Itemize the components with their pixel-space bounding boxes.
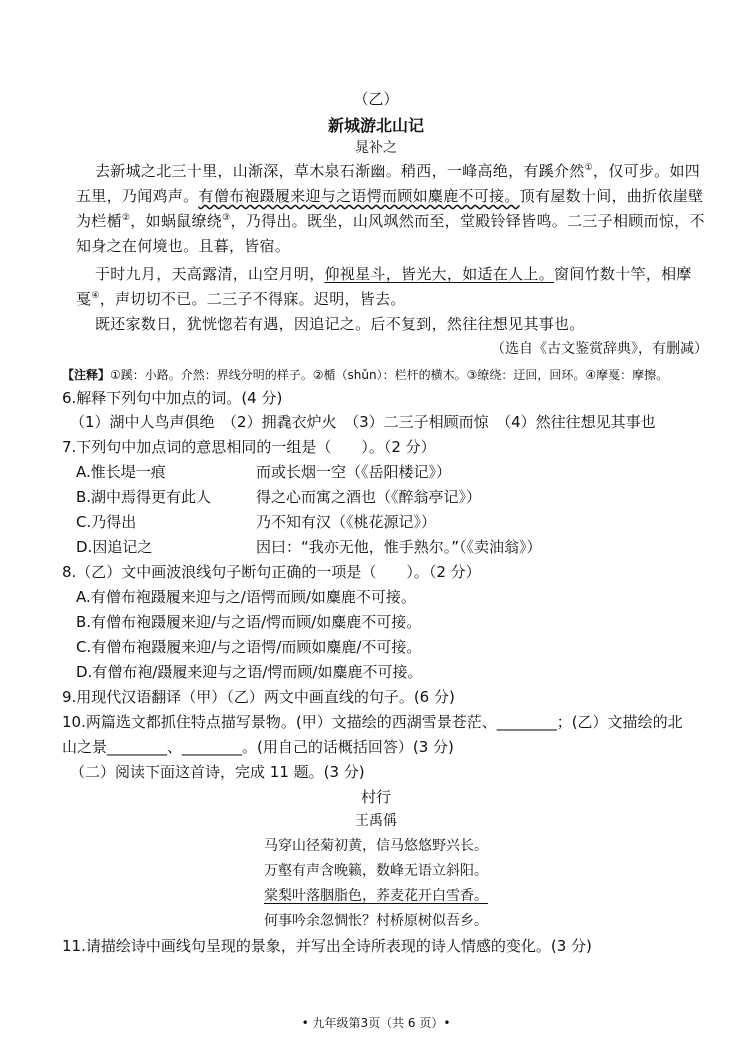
passage-line [76,288,406,309]
q8-option-c: C.有僧布袍蹑履来迎/与之语愕/而顾如麋鹿/不可接。 [76,638,422,656]
q7-option-c-right: 乃不知有汉（《桃花源记》） [256,513,437,531]
text: 去新城之北三十里，山渐深，草木泉石渐幽。稍西，一峰高绝，有蹊介然 [95,162,585,180]
poem-author: 王禹偁 [355,813,397,829]
note-text: ①蹊：小路。介然：界线分明的样子。②楯（shǔn）：栏杆的横木。③缭绕：迂回，回环。④摩戛：摩擦。 [110,368,669,382]
q7-option-c-left: C.乃得出 [76,513,137,531]
passage-line: 既还家数日，犹恍惚若有遇，因追记之。后不复到，然往往想见其事也。 [95,315,585,333]
passage-line: 知身之在何境也。且暮，皆宿。 [76,237,291,255]
section-heading: （二）阅读下面这首诗，完成 11 题。(3 分) [70,763,365,781]
footnote-mark: ③ [222,213,231,223]
q10-line1: 10.两篇选文都抓住特点描写景物。(甲）文描绘的西湖雪景苍茫、________；(乙）文描绘的北 [62,713,683,731]
underlined-sentence: 仰视星斗，皆光大，如适在人上。 [324,265,555,283]
q9-stem: 9.用现代汉语翻译（甲）（乙）两文中画直线的句子。(6 分) [62,688,455,706]
q7-option-a-left: A.惟长堤一痕 [76,463,166,481]
footnote-mark: ② [121,213,131,223]
q11-stem: 11.请描绘诗中画线句呈现的景象，并写出全诗所表现的诗人情感的变化。(3 分) [62,937,592,955]
passage-line [76,210,705,231]
q8-option-b: B.有僧布袍蹑履来迎/与之语/愕而顾/如麋鹿不可接。 [76,613,422,631]
q7-option-b-right: 得之心而寓之酒也（《醉翁亭记》） [256,488,482,506]
q6-items: （1）湖中人鸟声俱绝 （2）拥毳衣炉火 （3）二三子相顾而惊 （4）然往往想见其事也 [70,413,656,431]
note-label: 【注释】 [62,368,111,382]
poem-line: 马穿山径菊初黄，信马悠悠野兴长。 [264,838,488,854]
poem-line: 万壑有声含晚籁，数峰无语立斜阳。 [264,863,488,879]
q8-option-d: D.有僧布袍/蹑履来迎与之语/愕而顾/如麋鹿不可接。 [76,663,423,681]
q7-stem: 7.下列句中加点词的意思相同的一组是（ ）。（2 分） [62,438,436,456]
q8-option-a: A.有僧布袍蹑履来迎与之/语愕而顾/如麋鹿不可接。 [76,588,416,606]
text: 窗间竹数十竿，相摩 [554,265,692,283]
annotation-note [62,366,668,383]
text: 为栏楯 [76,212,122,230]
passage-line [95,263,692,284]
poem-title: 村行 [360,788,391,806]
text: ，如蜗鼠缭绕 [130,212,223,230]
source-citation: （选自《古文鉴赏辞典》，有删减） [491,341,708,357]
q7-option-b-left: B.湖中焉得更有此人 [76,488,212,506]
text: 顶有屋数十间，曲折依崖壁 [519,187,704,205]
q7-option-a-right: 而或长烟一空（《岳阳楼记》） [256,463,452,481]
passage-title: 新城游北山记 [327,116,424,135]
q7-option-d-left: D.因追记之 [76,538,153,556]
text: 于时九月，天高露清，山空月明， [95,265,325,283]
q8-stem: 8.（乙）文中画波浪线句子断句正确的一项是（ ）。（2 分） [62,563,481,581]
text: ，仅可步。如四 [592,162,701,180]
poem-line: 何事吟余忽惆怅？村桥原树似吾乡。 [264,913,488,929]
q7-option-d-right: 因曰：“我亦无他，惟手熟尔。”（《卖油翁》） [256,538,542,556]
text: ，乃得出。既坐，山风飒然而至，堂殿铃铎皆鸣。二三子相顾而惊，不 [230,212,705,230]
text: 戛 [76,290,92,308]
poem-line-underlined: 棠梨叶落胭脂色，荞麦花开白雪香。 [264,888,488,904]
page-footer: • 九年级第3页（共 6 页）• [301,1016,451,1030]
passage-line [95,160,700,181]
q10-line2: 山之景________、________。(用自己的话概括回答）(3 分) [62,738,454,756]
footnote-mark: ① [584,163,593,173]
text: ，声切切不已。二三子不得寐。迟明，皆去。 [99,290,406,308]
footnote-mark: ④ [91,291,100,301]
text: 五里，乃闻鸡声。 [76,187,199,205]
q6-stem: 6.解释下列句中加点的词。(4 分) [62,389,283,407]
passage-author: 晁补之 [355,140,397,156]
part-label: （乙） [353,90,399,108]
passage-line [76,185,703,206]
wavy-underlined-sentence: 有僧布袍蹑履来迎与之语愕而顾如麋鹿不可接。 [198,187,520,205]
